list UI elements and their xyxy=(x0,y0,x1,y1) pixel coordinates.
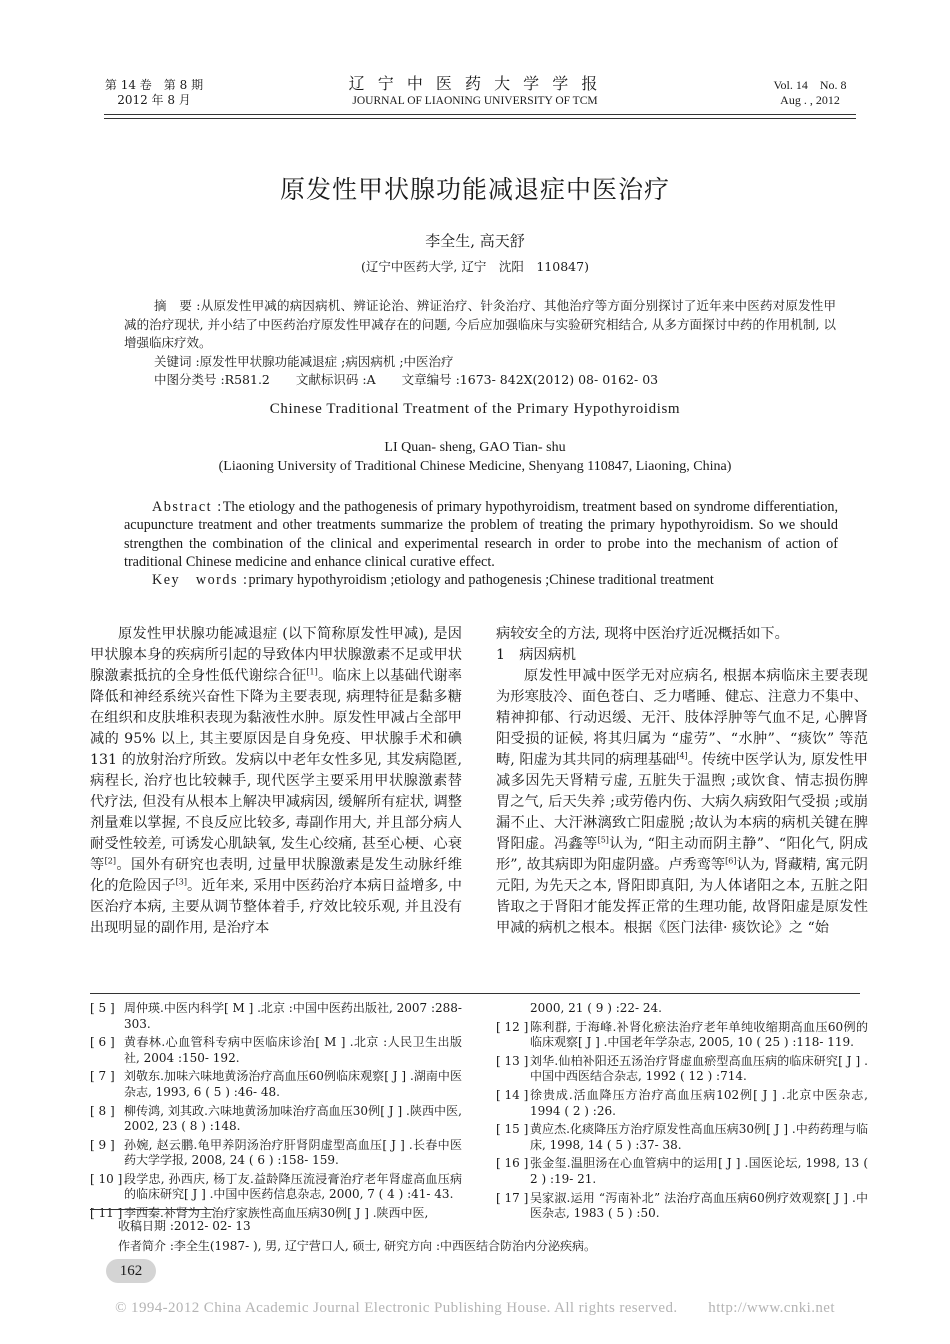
citation-2: [2] xyxy=(104,856,116,866)
body-column-left xyxy=(90,624,462,939)
reference-item xyxy=(90,1069,462,1100)
header-date-cn: 2012 年 8 月 xyxy=(117,93,191,107)
etiology-paragraph xyxy=(496,666,868,939)
citation-4: [4] xyxy=(676,751,688,761)
received-date: 收稿日期 :2012- 02- 13 xyxy=(118,1219,251,1233)
citation-6: [6] xyxy=(725,856,737,866)
abstract-en-label: Abstract : xyxy=(152,499,223,515)
header-date-en: Aug . , 2012 xyxy=(780,93,840,107)
reference-text: 黄应杰.化痰降压方治疗原发性高血压病30例[ J ] .中药药理与临床, 1998, 14 ( 5 ) :37- 38. xyxy=(530,1122,868,1152)
reference-continuation: 2000, 21 ( 9 ) :22- 24. xyxy=(530,1001,662,1015)
reference-text: 陈利群, 于海峰.补肾化瘀法治疗老年单纯收缩期高血压60例的临床观察[ J ] .中国老年学杂志, 2005, 10 ( 25 ) :118- 119. xyxy=(530,1019,868,1050)
section-heading-1: 1 病因病机 xyxy=(496,647,576,663)
reference-number: [ 16 ] xyxy=(496,1156,529,1171)
reference-number: [ 8 ] xyxy=(90,1103,115,1118)
references-rule xyxy=(90,993,860,994)
reference-item xyxy=(496,1156,868,1187)
affiliation-en: (Liaoning University of Traditional Chinese Medicine, Shenyang 110847, Liaoning, China) xyxy=(218,459,732,474)
reference-item xyxy=(90,1001,462,1032)
intro-text-d: 。近年来, 采用中医药治疗本病日益增多, 中医治疗本病, 主要从调节整体着手, 疗效比较乐观, 并且没有出现明显的副作用, 是治疗本 xyxy=(90,878,462,936)
classification-line xyxy=(124,371,836,390)
reference-text: 刘敬东.加味六味地黄汤治疗高血压60例临床观察[ J ] .湖南中医杂志, 1993, 6 ( 5 ) :46- 48. xyxy=(124,1069,462,1099)
reference-number: [ 9 ] xyxy=(90,1137,115,1152)
affiliation-cn: (辽宁中医药大学, 辽宁 沈阳 110847) xyxy=(361,259,589,274)
etiology-text-c: 认为, “阳主动而阴主静”、“阳化气, 阴成形”, 故其病即为阳虚阴盛。卢秀鸾等 xyxy=(496,836,868,873)
reference-number: [ 12 ] xyxy=(496,1019,529,1034)
etiology-text-a: 原发性甲减中医学无对应病名, 根据本病临床主要表现为形寒肢冷、面色苍白、乏力嗜睡、健忘、注意力不集中、精神抑郁、行动迟缓、无汗、肢体浮肿等气血不足, 心脾肾阳受损的证候, 将其归属为 “虚劳”、“水肿”、“痰饮” 等范畴, 阳虚为其共同的病理基础 xyxy=(496,668,868,768)
authors-en: LI Quan- sheng, GAO Tian- shu xyxy=(384,440,566,455)
reference-text: 吴家淑.运用 “泻南补北” 法治疗高血压病60例疗效观察[ J ] .中医杂志, 1983 ( 5 ) :50. xyxy=(530,1190,868,1221)
reference-text: 黄春林.心血管科专病中医临床诊治[ M ] .北京 :人民卫生出版社, 2004 :150- 192. xyxy=(124,1035,462,1065)
reference-text: 李西秦.补肾为主治疗家族性高血压病30例[ J ] .陕西中医, xyxy=(124,1206,429,1221)
keywords-cn: 关键词 :原发性甲状腺功能减退症 ;病因病机 ;中医治疗 xyxy=(154,353,454,369)
reference-text: 柳传鸿, 刘其政.六味地黄汤加味治疗高血压30例[ J ] .陕西中医, 2002, 23 ( 8 ) :148. xyxy=(124,1103,462,1134)
header-volume-en: Vol. 14 No. 8 xyxy=(773,78,847,92)
reference-item xyxy=(496,1054,868,1085)
abstract-en-text: The etiology and the pathogenesis of primary hypothyroidism, treatment based on syndrome differentiation, acupuncture treatment and other treatments summarize the problem of treating the primary hypothyroidism. So we should strengthen the combination of the clinical and experimental research in order to probe into the mechanism of action of traditional Chinese medicine and enhance clinical curative effect. xyxy=(124,499,838,570)
reference-number: [ 13 ] xyxy=(496,1053,529,1068)
intro-text-a: 原发性甲状腺功能减退症 (以下简称原发性甲减), 是因甲状腺本身的疾病所引起的导致体内甲状腺激素不足或甲状腺激素抵抗的全身性低代谢综合征 xyxy=(90,626,462,684)
reference-number: [ 14 ] xyxy=(496,1088,529,1103)
citation-3: [3] xyxy=(175,877,187,887)
citation-1: [1] xyxy=(306,667,318,677)
abstract-cn: 摘 要 :从原发性甲减的病因病机、辨证论治、辨证治疗、针灸治疗、其他治疗等方面分别探讨了近年来中医药对原发性甲减的治疗现状, 并小结了中医药治疗原发性甲减存在的问题, 今后应加强临床与实验研究相结合, 从多方面探讨中药的作用机制, 以增强临床疗效。 xyxy=(124,298,836,350)
reference-item xyxy=(90,1172,462,1203)
body-column-right xyxy=(496,624,868,939)
reference-item xyxy=(90,1138,462,1169)
article-title-en: Chinese Traditional Treatment of the Primary Hypothyroidism xyxy=(269,401,681,417)
document-code: 文献标识码 :A xyxy=(295,372,376,387)
reference-item xyxy=(496,1122,868,1153)
reference-number: [ 10 ] xyxy=(90,1171,123,1186)
keywords-en-label: Key words : xyxy=(152,572,249,589)
reference-text: 张金玺.温胆汤在心血管病中的运用[ J ] .国医论坛, 1998, 13 ( 2 ) :19- 21. xyxy=(530,1156,868,1186)
abstract-en xyxy=(124,498,838,571)
intro-text-b: 。临床上以基础代谢率降低和神经系统兴奋性下降为主要表现, 病理特征是黏多糖在组织和皮肤堆积表现为黏液性水肿。原发性甲减占全部甲减的 95% 以上, 其主要原因是自身免疫、甲状腺手术和碘 131 的放射治疗所致。发病以中老年女性多见, 其发病隐匿, 病程长, 治疗也比较棘手, 现代医学主要采用甲状腺激素替代疗法, 但没有从根本上解决甲减病因, 缓解所有症状, 调整剂量难以掌握, 不良反应比较多, 毒副作用大, 并且部分病人耐受性较差, 可诱发心肌缺氧, 发生心绞痛, 甚至心梗、心衰等 xyxy=(90,668,462,873)
header-issue-en xyxy=(760,78,860,108)
intro-text-c: 。国外有研究也表明, 过量甲状腺激素是发生动脉纤维化的危险因子 xyxy=(90,857,462,894)
reference-text: 刘华.仙柏补阳还五汤治疗肾虚血瘀型高血压病的临床研究[ J ] .中国中西医结合杂志, 1992 ( 12 ) :714. xyxy=(530,1053,868,1084)
reference-item xyxy=(496,1088,868,1119)
reference-text: 徐贵成.活血降压方治疗高血压病102例[ J ] .北京中医杂志, 1994 ( 2 ) :26. xyxy=(530,1088,868,1118)
reference-item xyxy=(496,1020,868,1051)
reference-number: [ 6 ] xyxy=(90,1035,115,1050)
footnote-rule xyxy=(90,1209,214,1210)
references-right xyxy=(496,1001,868,1225)
header-issue-cn xyxy=(104,78,204,108)
article-title-cn: 原发性甲状腺功能减退症中医治疗 xyxy=(279,175,670,204)
reference-number: [ 17 ] xyxy=(496,1190,529,1205)
etiology-text-b: 。传统中医学认为, 原发性甲减多因先天肾精亏虚, 五脏失于温煦 ;或饮食、情志损伤脾胃之气, 后天失养 ;或劳倦内伤、大病久病致阳气受损 ;或崩漏不止、大汗淋漓致亡阳虚脱 ;故认为本病的病机关键在脾肾阳虚。冯鑫等 xyxy=(496,752,868,852)
intro-paragraph xyxy=(90,624,462,939)
etiology-text-d: 认为, 肾藏精, 寓元阴元阳, 为先天之本, 肾阳即真阳, 为人体诸阳之本, 五脏之阳皆取之于肾阳才能发挥正常的生理功能, 故肾阳虚是原发性甲减的病机之根本。根据《医门法律· 痰饮论》之 “始 xyxy=(496,857,868,936)
reference-text: 孙婉, 赵云鹏.龟甲养阴汤治疗肝肾阴虚型高血压[ J ] .长春中医药大学学报, 2008, 24 ( 6 ) :158- 159. xyxy=(124,1137,462,1168)
reference-number: [ 11 ] xyxy=(90,1206,123,1221)
reference-item xyxy=(90,1035,462,1066)
journal-name xyxy=(300,74,650,109)
copyright-watermark: © 1994-2012 China Academic Journal Electronic Publishing House. All rights reserved. http://www.cnki.net xyxy=(115,1300,835,1316)
header-rule-thin xyxy=(104,118,856,119)
intro-continuation: 病较安全的方法, 现将中医治疗近况概括如下。 xyxy=(496,626,789,642)
journal-name-en: JOURNAL OF LIAONING UNIVERSITY OF TCM xyxy=(352,95,598,107)
authors-cn: 李全生, 高天舒 xyxy=(425,232,525,250)
clc-number: 中图分类号 :R581.2 xyxy=(154,372,270,387)
reference-number: [ 5 ] xyxy=(90,1001,115,1015)
keywords-en xyxy=(124,571,838,589)
references-left xyxy=(90,1001,462,1225)
header-rule xyxy=(104,114,856,115)
page-number: 162 xyxy=(106,1259,156,1283)
journal-name-cn: 辽 宁 中 医 药 大 学 学 报 xyxy=(348,74,602,93)
abstract-en-block xyxy=(124,498,838,589)
reference-number: [ 15 ] xyxy=(496,1122,529,1137)
keywords-en-text: primary hypothyroidism ;etiology and pathogenesis ;Chinese traditional treatment xyxy=(248,572,714,589)
article-number: 文章编号 :1673- 842X(2012) 08- 0162- 03 xyxy=(401,372,659,387)
reference-text: 周仲瑛.中医内科学[ M ] .北京 :中国中医药出版社, 2007 :288- 303. xyxy=(124,1001,462,1031)
reference-item xyxy=(90,1104,462,1135)
author-bio: 作者简介 :李全生(1987- ), 男, 辽宁营口人, 硕士, 研究方向 :中西医结合防治内分泌疾病。 xyxy=(118,1239,597,1253)
reference-text: 段学忠, 孙西庆, 杨丁友.益龄降压流浸膏治疗老年肾虚高血压病的临床研究[ J ] .中国中医药信息杂志, 2000, 7 ( 4 ) :41- 43. xyxy=(124,1171,462,1202)
reference-number: [ 7 ] xyxy=(90,1069,115,1084)
citation-5: [5] xyxy=(597,835,609,845)
header-volume-cn: 第 14 卷 第 8 期 xyxy=(104,78,204,92)
abstract-cn-block xyxy=(124,297,836,390)
reference-item xyxy=(496,1191,868,1222)
